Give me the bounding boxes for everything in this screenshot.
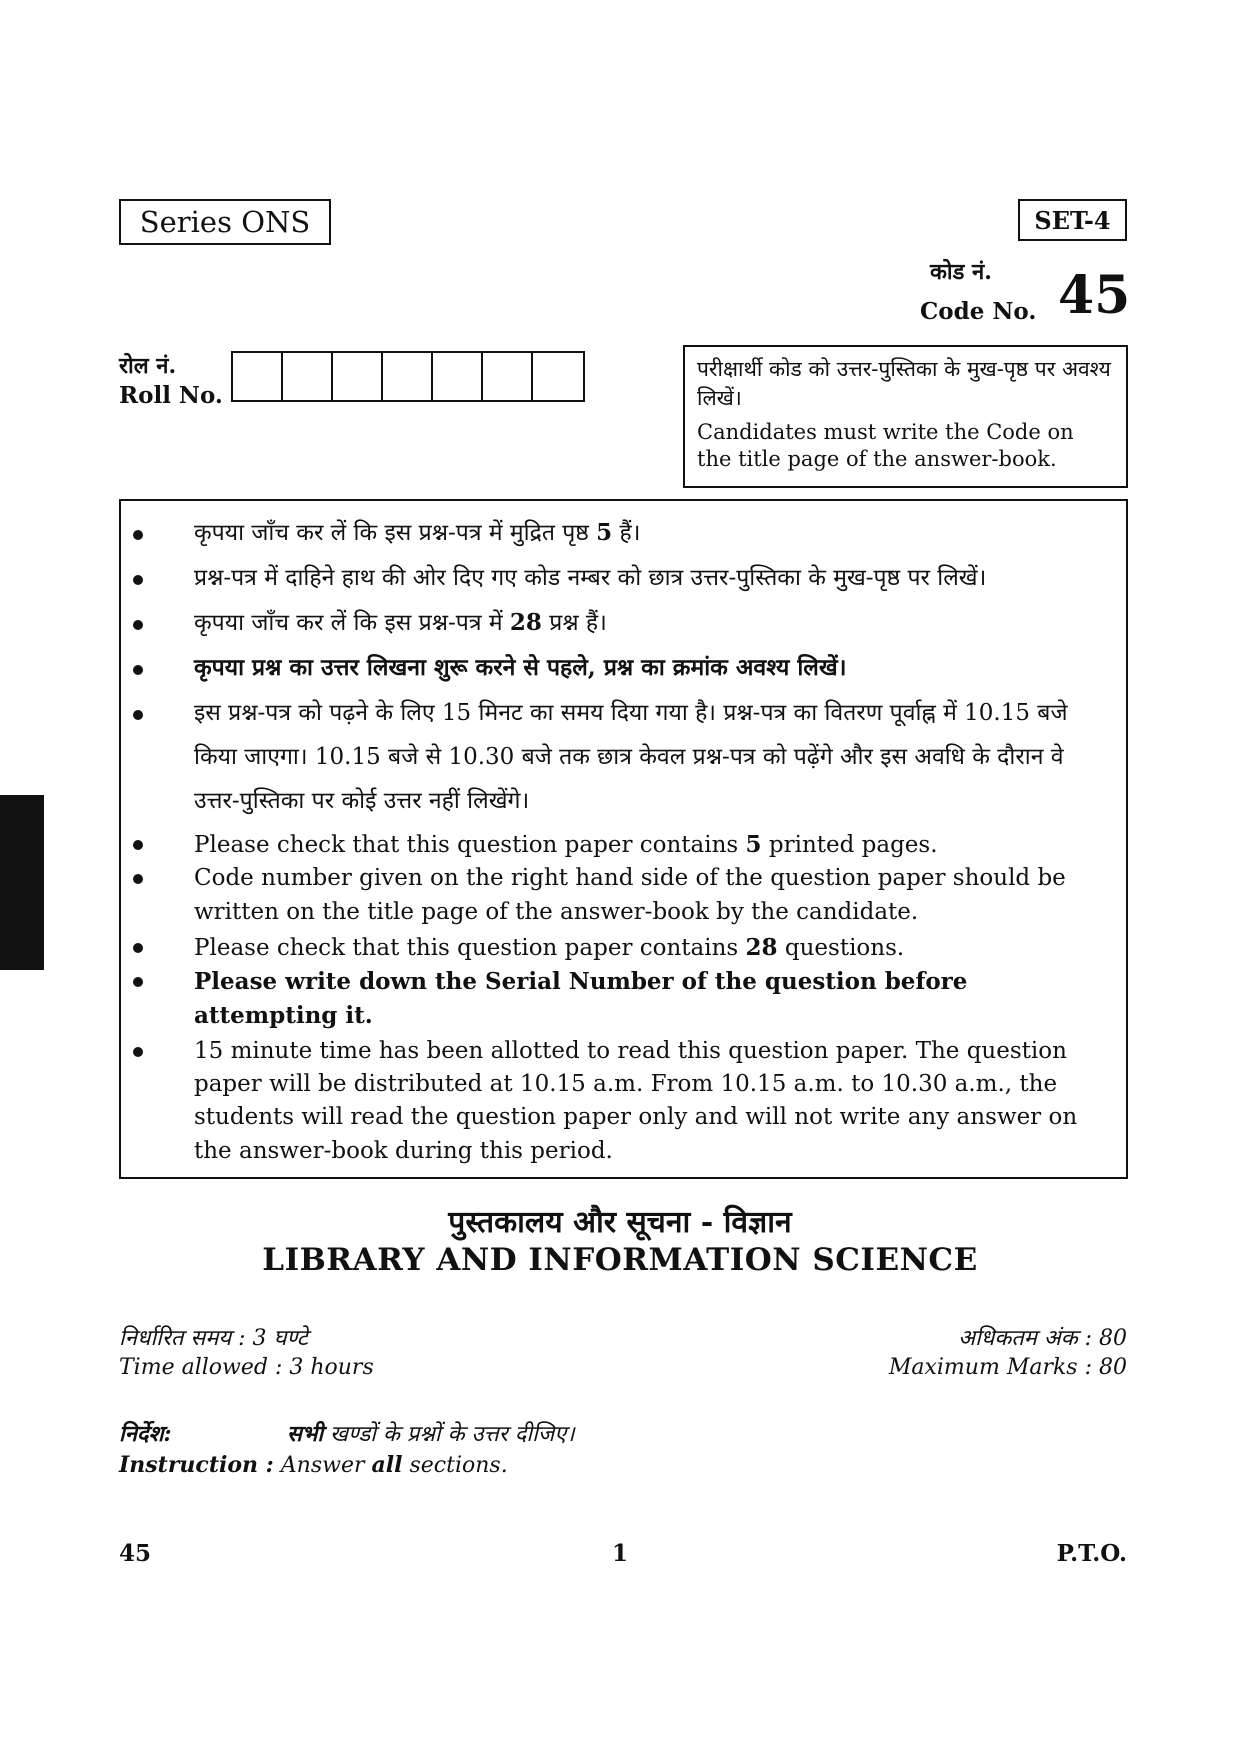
instruction-text: कृपया जाँच कर लें कि इस प्रश्न-पत्र में मुद्रित पृष्ठ 5 हैं। [194, 519, 641, 546]
max-marks-hindi: अधिकतम अंक : 80 [958, 1326, 1127, 1351]
roll-cell[interactable] [283, 353, 333, 400]
roll-number-grid[interactable] [231, 351, 585, 402]
direction-hindi: निर्देश: सभी खण्डों के प्रश्नों के उत्तर दीजिए। [119, 1418, 575, 1448]
time-allowed-english: Time allowed : 3 hours [119, 1355, 374, 1380]
roll-cell[interactable] [533, 353, 583, 400]
roll-cell[interactable] [433, 353, 483, 400]
bullet-icon [133, 943, 143, 953]
instruction-text: Please check that this question paper contains 5 printed pages. [194, 831, 938, 858]
direction-label-english: Instruction : [119, 1452, 274, 1478]
instruction-text: इस प्रश्न-पत्र को पढ़ने के लिए 15 मिनट का समय दिया गया है। प्रश्न-पत्र का वितरण पूर्वाह्न में 10.15 बजे किया जाएगा। 10.15 बजे से 10.30 बजे तक छात्र केवल प्रश्न-पत्र को पढ़ेंगे और इस अवधि के दौरान वे उत्तर-पुस्तिका पर कोई उत्तर नहीं लिखेंगे। [194, 700, 1068, 814]
roll-label-hindi: रोल नं. [119, 353, 177, 379]
candidate-note-hindi: परीक्षार्थी कोड को उत्तर-पुस्तिका के मुख-पृष्ठ पर अवश्य लिखें। [697, 357, 1111, 410]
bullet-icon [133, 1047, 143, 1057]
series-label: Series ONS [119, 199, 331, 245]
instruction-text: Please write down the Serial Number of the question before attempting it. [194, 968, 968, 1029]
instructions-box [119, 499, 1128, 1179]
bullet-icon [133, 710, 143, 720]
bullet-icon [133, 840, 143, 850]
footer-code: 45 [119, 1540, 152, 1567]
time-allowed-hindi: निर्धारित समय : 3 घण्टे [119, 1326, 308, 1351]
instruction-text: Code number given on the right hand side of the question paper should be written on the title page of the answer-book by the candidate. [194, 865, 1066, 925]
instruction-text: कृपया जाँच कर लें कि इस प्रश्न-पत्र में 28 प्रश्न हैं। [194, 609, 607, 636]
instruction-text: 15 minute time has been allotted to read this question paper. The question paper will be distributed at 10.15 a.m. From 10.15 a.m. to 10.30 a.m., the students will read the question paper only and will not write any answer on the answer-book during this period. [194, 1038, 1078, 1164]
candidate-code-note [683, 345, 1128, 488]
direction-english: Instruction : Answer all sections. [119, 1452, 508, 1478]
candidate-note-english: Candidates must write the Code on the title page of the answer-book. [697, 420, 1074, 471]
page-number: 1 [611, 1540, 628, 1567]
roll-cell[interactable] [233, 353, 283, 400]
bullet-icon [133, 977, 143, 987]
roll-label-english: Roll No. [119, 382, 223, 409]
instruction-text: प्रश्न-पत्र में दाहिने हाथ की ओर दिए गए कोड नम्बर को छात्र उत्तर-पुस्तिका के मुख-पृष्ठ पर लिखें। [194, 565, 987, 591]
side-tab-marker [0, 795, 44, 970]
roll-cell[interactable] [483, 353, 533, 400]
code-number: 45 [1058, 265, 1131, 326]
direction-label-hindi: निर्देश: [119, 1421, 172, 1447]
bullet-icon [133, 665, 143, 675]
bullet-icon [133, 620, 143, 630]
code-label-english: Code No. [920, 298, 1037, 325]
instruction-text: कृपया प्रश्न का उत्तर लिखना शुरू करने से पहले, प्रश्न का क्रमांक अवश्य लिखें। [194, 654, 847, 681]
set-label: SET-4 [1018, 199, 1127, 241]
bullet-icon [133, 530, 143, 540]
bullet-icon [133, 575, 143, 585]
max-marks-english: Maximum Marks : 80 [888, 1355, 1127, 1380]
roll-cell[interactable] [333, 353, 383, 400]
pto-label: P.T.O. [1056, 1540, 1127, 1567]
code-label-hindi: कोड नं. [930, 259, 992, 285]
subject-title-hindi: पुस्तकालय और सूचना - विज्ञान [448, 1205, 792, 1240]
instruction-text: Please check that this question paper contains 28 questions. [194, 934, 905, 961]
subject-title-english: LIBRARY AND INFORMATION SCIENCE [262, 1242, 978, 1278]
roll-cell[interactable] [383, 353, 433, 400]
bullet-icon [133, 874, 143, 884]
